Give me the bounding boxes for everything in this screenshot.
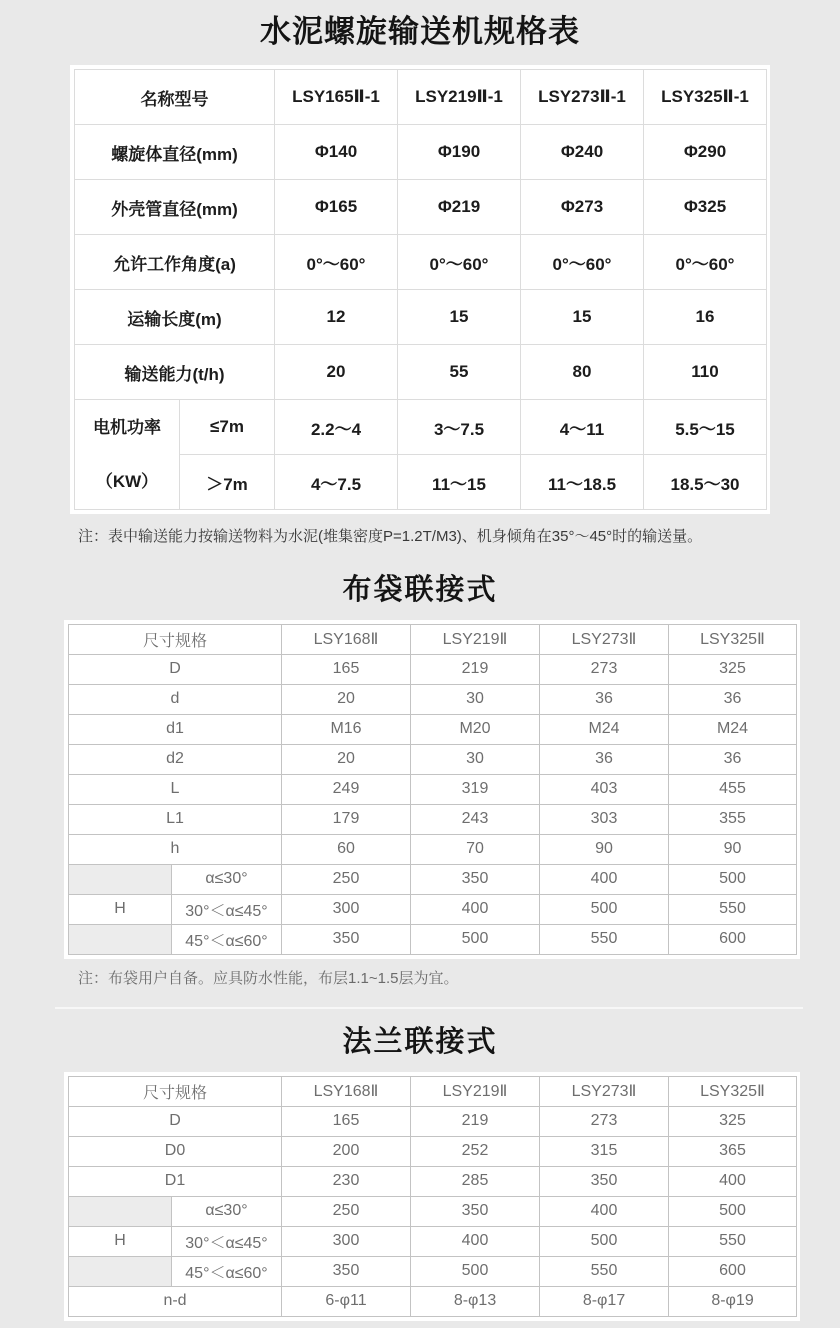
cell: 319 [411,774,540,804]
column-header: LSY219Ⅱ [411,1076,540,1106]
column-header: LSY273Ⅱ [540,624,669,654]
table-row [75,345,767,400]
table-row [75,400,767,455]
cell: Φ140 [275,125,398,180]
section-divider [55,1007,803,1009]
cell: 249 [282,774,411,804]
cell: 273 [540,654,669,684]
shade-cell [69,864,172,894]
cell: 273 [540,1106,669,1136]
cell: 20 [275,345,398,400]
cell: 285 [411,1166,540,1196]
cell: 300 [282,1226,411,1256]
section-title-flange: 法兰联接式 [342,1025,498,1058]
table-header-row [75,70,767,125]
column-header: 尺寸规格 [69,624,282,654]
cell: 350 [282,1256,411,1286]
row-label: 外壳管直径(mm) [75,180,275,235]
cell: M24 [669,714,797,744]
note: 注：表中输送能力按输送物料为水泥(堆集密度P=1.2T/M3)、机身倾角在35°～45°时的输送量。 [78,528,703,546]
row-sublabel: ＞7m [180,455,275,510]
table-row [69,1136,797,1166]
cell: 179 [282,804,411,834]
cell: 350 [540,1166,669,1196]
column-header: 尺寸规格 [69,1076,282,1106]
row-label: L1 [69,804,282,834]
cell: 0°～60° [521,235,644,290]
column-header: LSY273Ⅱ [540,1076,669,1106]
motor-power-label-line1: 电机功率 [93,417,161,437]
table-row [69,714,797,744]
cell: 230 [282,1166,411,1196]
row-label-motor-power [75,400,180,510]
bag-table [68,624,797,955]
cell: 4～11 [521,400,644,455]
column-header: LSY325Ⅱ [669,1076,797,1106]
cell: 500 [669,864,797,894]
table-row [75,125,767,180]
cell: 80 [521,345,644,400]
row-label-h: H [69,894,172,924]
row-label: d2 [69,744,282,774]
motor-power-label-line2: （KW） [95,471,159,491]
cell: 455 [669,774,797,804]
cell: 550 [540,924,669,954]
cell: 60 [282,834,411,864]
cell: 219 [411,654,540,684]
cell: 4～7.5 [275,455,398,510]
table-header-row [69,1076,797,1106]
section-title-bag: 布袋联接式 [342,574,498,607]
spec-table-card [70,65,770,514]
cell: Φ325 [644,180,767,235]
row-label: 运输长度(m) [75,290,275,345]
cell: 243 [411,804,540,834]
cell: 500 [411,924,540,954]
cell: 400 [540,1196,669,1226]
row-label: h [69,834,282,864]
cell: 500 [540,1226,669,1256]
cell: 16 [644,290,767,345]
cell: 36 [669,744,797,774]
cell: 90 [669,834,797,864]
cell: 11～15 [398,455,521,510]
cell: 600 [669,1256,797,1286]
row-label: D [69,654,282,684]
column-header: LSY219Ⅱ-1 [398,70,521,125]
cell: 300 [282,894,411,924]
cell: 550 [669,1226,797,1256]
row-label: d [69,684,282,714]
table-row [69,864,797,894]
cell: 400 [411,894,540,924]
cell: Φ219 [398,180,521,235]
row-sublabel: 30°＜α≤45° [172,1226,282,1256]
cell: Φ240 [521,125,644,180]
cell: 350 [411,864,540,894]
column-header: LSY273Ⅱ-1 [521,70,644,125]
cell: 219 [411,1106,540,1136]
table-row [69,1256,797,1286]
cell: 30 [411,744,540,774]
table-header-row [69,624,797,654]
cell: 70 [411,834,540,864]
row-label: L [69,774,282,804]
cell: 365 [669,1136,797,1166]
cell: Φ190 [398,125,521,180]
cell: 8-φ13 [411,1286,540,1316]
cell: 600 [669,924,797,954]
column-header: 名称型号 [75,70,275,125]
row-label: 允许工作角度(a) [75,235,275,290]
note: 注：布袋用户自备。应具防水性能，布层1.1~1.5层为宜。 [78,969,459,987]
cell: 18.5～30 [644,455,767,510]
shade-cell [69,924,172,954]
table-row [69,894,797,924]
row-label: 螺旋体直径(mm) [75,125,275,180]
cell: 500 [669,1196,797,1226]
cell: M16 [282,714,411,744]
cell: 36 [669,684,797,714]
cell: 303 [540,804,669,834]
column-header: LSY219Ⅱ [411,624,540,654]
cell: 355 [669,804,797,834]
cell: 325 [669,1106,797,1136]
table-row [75,235,767,290]
cell: 250 [282,864,411,894]
shade-cell [69,1196,172,1226]
table-row [69,654,797,684]
cell: 403 [540,774,669,804]
column-header: LSY325Ⅱ [669,624,797,654]
table-row [69,1286,797,1316]
cell: M20 [411,714,540,744]
table-row [69,924,797,954]
column-header: LSY325Ⅱ-1 [644,70,767,125]
row-label: D1 [69,1166,282,1196]
cell: M24 [540,714,669,744]
cell: 0°～60° [398,235,521,290]
cell: 252 [411,1136,540,1166]
cell: 36 [540,684,669,714]
cell: 165 [282,654,411,684]
cell: 20 [282,744,411,774]
cell: 6-φ11 [282,1286,411,1316]
cell: 250 [282,1196,411,1226]
cell: 400 [540,864,669,894]
cell: 315 [540,1136,669,1166]
cell: 15 [398,290,521,345]
row-label: D0 [69,1136,282,1166]
cell: 350 [282,924,411,954]
row-sublabel: 30°＜α≤45° [172,894,282,924]
table-row [75,180,767,235]
row-label: 输送能力(t/h) [75,345,275,400]
cell: 2.2～4 [275,400,398,455]
cell: 20 [282,684,411,714]
column-header: LSY165Ⅱ-1 [275,70,398,125]
column-header: LSY168Ⅱ [282,1076,411,1106]
table-row [69,684,797,714]
cell: 5.5～15 [644,400,767,455]
cell: 400 [411,1226,540,1256]
cell: 165 [282,1106,411,1136]
cell: 36 [540,744,669,774]
row-sublabel: α≤30° [172,864,282,894]
page-title: 水泥螺旋输送机规格表 [260,14,580,49]
cell: 400 [669,1166,797,1196]
cell: 0°～60° [275,235,398,290]
cell: 3～7.5 [398,400,521,455]
cell: 8-φ17 [540,1286,669,1316]
cell: 12 [275,290,398,345]
cell: Φ273 [521,180,644,235]
cell: Φ290 [644,125,767,180]
table-row [69,1166,797,1196]
cell: 550 [669,894,797,924]
table-row [69,834,797,864]
flange-table-card [64,1072,800,1321]
cell: 500 [540,894,669,924]
row-sublabel: ≤7m [180,400,275,455]
flange-table [68,1076,797,1317]
table-row [69,774,797,804]
spec-table [74,69,767,510]
cell: 15 [521,290,644,345]
row-sublabel: α≤30° [172,1196,282,1226]
cell: 550 [540,1256,669,1286]
table-row [69,744,797,774]
cell: 110 [644,345,767,400]
cell: 350 [411,1196,540,1226]
cell: 500 [411,1256,540,1286]
table-row [75,290,767,345]
cell: 8-φ19 [669,1286,797,1316]
row-label: n-d [69,1286,282,1316]
cell: 0°～60° [644,235,767,290]
cell: Φ165 [275,180,398,235]
row-sublabel: 45°＜α≤60° [172,1256,282,1286]
table-row [69,804,797,834]
cell: 200 [282,1136,411,1166]
table-row [69,1106,797,1136]
row-sublabel: 45°＜α≤60° [172,924,282,954]
cell: 55 [398,345,521,400]
cell: 11～18.5 [521,455,644,510]
column-header: LSY168Ⅱ [282,624,411,654]
cell: 90 [540,834,669,864]
table-row [69,1226,797,1256]
row-label-h: H [69,1226,172,1256]
cell: 325 [669,654,797,684]
table-row [69,1196,797,1226]
bag-table-card [64,620,800,959]
cell: 30 [411,684,540,714]
shade-cell [69,1256,172,1286]
row-label: d1 [69,714,282,744]
row-label: D [69,1106,282,1136]
